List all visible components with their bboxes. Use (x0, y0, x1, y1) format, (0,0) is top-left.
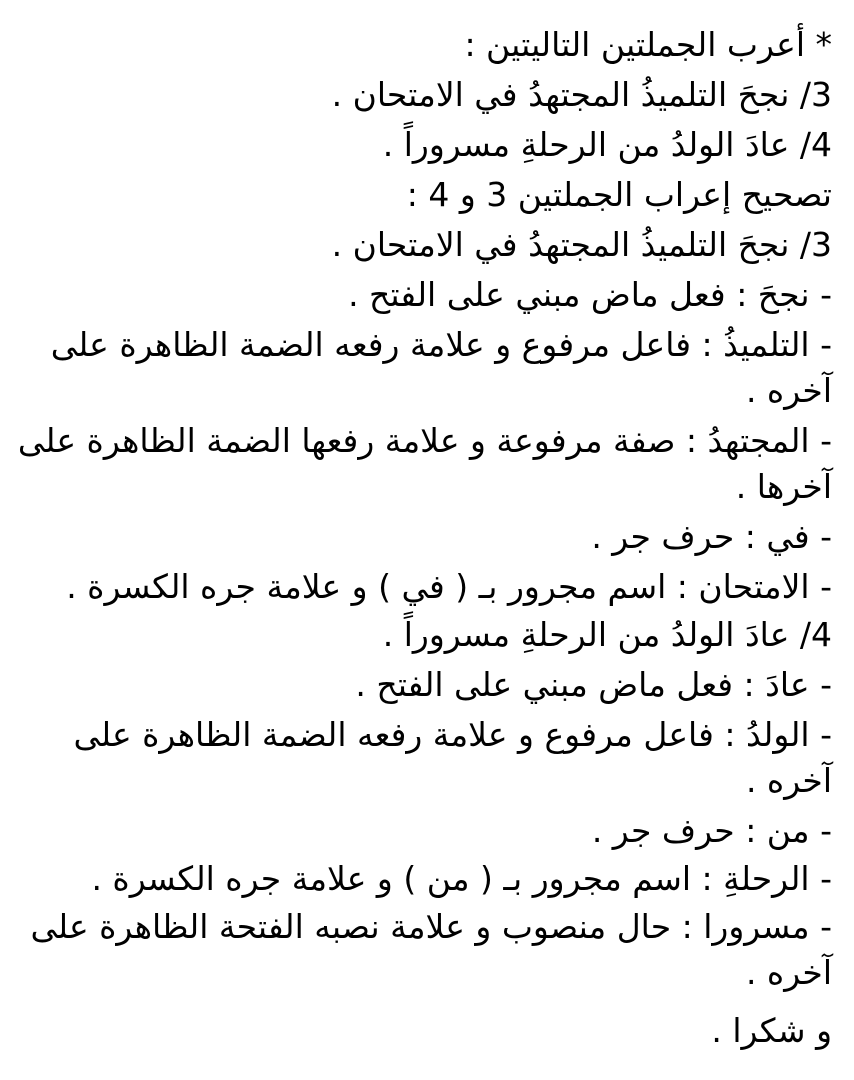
correction-heading: تصحيح إعراب الجملتين 3 و 4 : (406, 175, 832, 214)
instruction-heading: * أعرب الجملتين التاليتين : (464, 25, 832, 64)
parse-najaha: - نجحَ : فعل ماض مبني على الفتح . (348, 275, 832, 314)
parse-walad: - الولدُ : فاعل مرفوع و علامة رفعه الضمة الظاهرة على (73, 715, 832, 754)
parse-mujtahid: - المجتهدُ : صفة مرفوعة و علامة رفعها الضمة الظاهرة على (17, 421, 832, 460)
parse-mujtahid-cont: آخرها . (735, 467, 832, 506)
parse-masroor-cont: آخره . (745, 953, 832, 992)
parse-tilmeedh-cont: آخره . (745, 371, 832, 410)
parse-aada: - عادَ : فعل ماض مبني على الفتح . (355, 665, 832, 704)
sentence-3-repeat: 3/ نجحَ التلميذُ المجتهدُ في الامتحان . (331, 225, 832, 264)
parse-rihla: - الرحلةِ : اسم مجرور بـ ( من ) و علامة جره الكسرة . (91, 859, 832, 898)
parse-min: - من : حرف جر . (591, 811, 832, 850)
sentence-3: 3/ نجحَ التلميذُ المجتهدُ في الامتحان . (331, 75, 832, 114)
parse-tilmeedh: - التلميذُ : فاعل مرفوع و علامة رفعه الضمة الظاهرة على (50, 325, 832, 364)
sentence-4-repeat: 4/ عادَ الولدُ من الرحلةِ مسروراً . (382, 615, 832, 654)
parse-walad-cont: آخره . (745, 761, 832, 800)
sentence-4: 4/ عادَ الولدُ من الرحلةِ مسروراً . (382, 125, 832, 164)
parse-fi: - في : حرف جر . (591, 517, 832, 556)
closing-thanks: و شكرا . (711, 1011, 832, 1050)
parse-masroor: - مسرورا : حال منصوب و علامة نصبه الفتحة الظاهرة على (30, 907, 832, 946)
parse-imtihan: - الامتحان : اسم مجرور بـ ( في ) و علامة جره الكسرة . (66, 567, 832, 606)
